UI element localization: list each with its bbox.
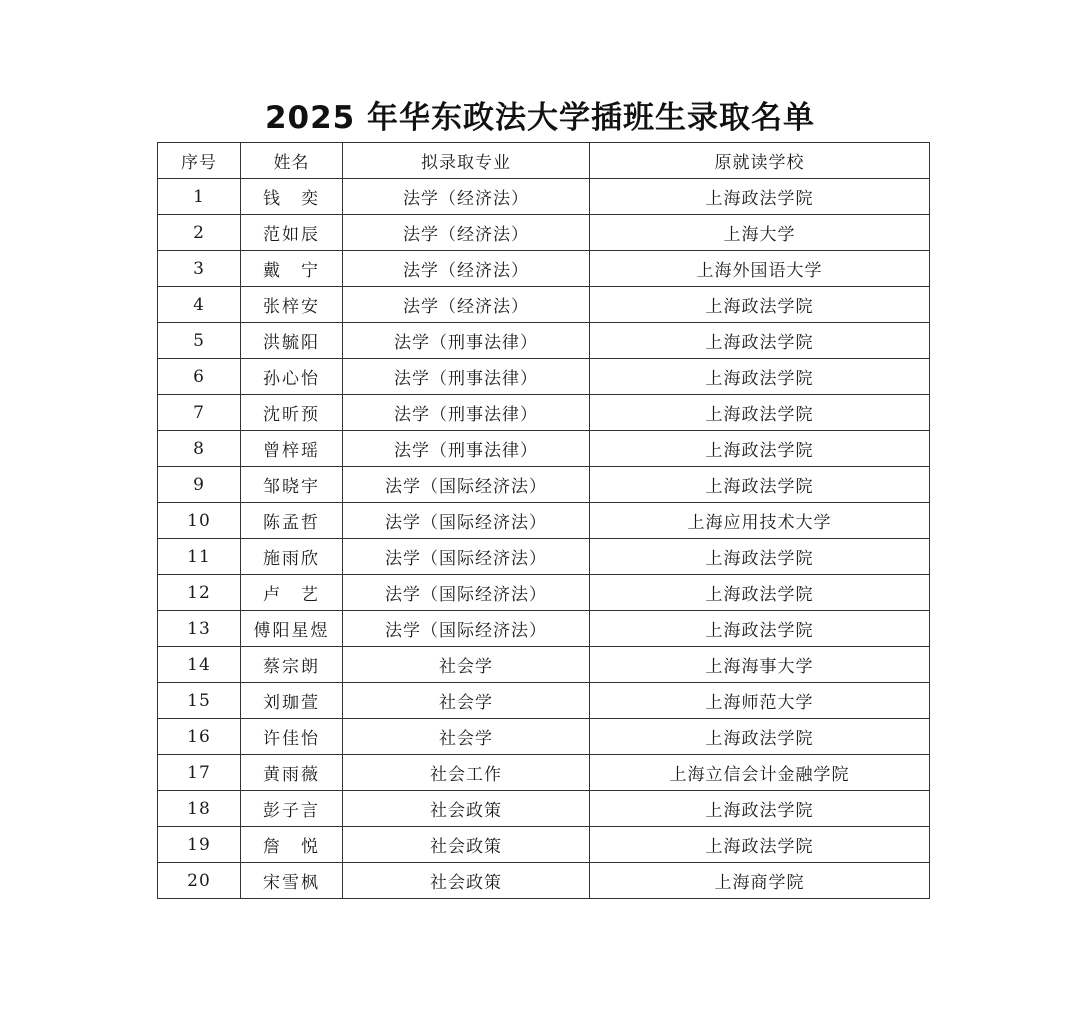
cell-major: 法学（刑事法律） — [343, 359, 590, 395]
cell-no: 7 — [158, 395, 241, 431]
cell-major: 法学（国际经济法） — [343, 575, 590, 611]
cell-name: 蔡宗朗 — [241, 647, 343, 683]
table-row — [158, 359, 930, 395]
table-row — [158, 755, 930, 791]
cell-major: 社会学 — [343, 683, 590, 719]
cell-school: 上海政法学院 — [590, 791, 930, 827]
cell-no: 3 — [158, 251, 241, 287]
cell-name: 宋雪枫 — [241, 863, 343, 899]
cell-school: 上海政法学院 — [590, 467, 930, 503]
cell-school: 上海师范大学 — [590, 683, 930, 719]
cell-school: 上海政法学院 — [590, 719, 930, 755]
cell-major: 社会政策 — [343, 827, 590, 863]
table-row — [158, 503, 930, 539]
table-row — [158, 539, 930, 575]
cell-no: 17 — [158, 755, 241, 791]
cell-no: 16 — [158, 719, 241, 755]
cell-no: 8 — [158, 431, 241, 467]
cell-no: 5 — [158, 323, 241, 359]
table-row — [158, 179, 930, 215]
table-row — [158, 575, 930, 611]
cell-name: 彭子言 — [241, 791, 343, 827]
cell-school: 上海政法学院 — [590, 287, 930, 323]
cell-major: 法学（国际经济法） — [343, 611, 590, 647]
cell-no: 13 — [158, 611, 241, 647]
cell-major: 法学（国际经济法） — [343, 539, 590, 575]
cell-school: 上海商学院 — [590, 863, 930, 899]
cell-name: 孙心怡 — [241, 359, 343, 395]
cell-name: 范如辰 — [241, 215, 343, 251]
cell-school: 上海立信会计金融学院 — [590, 755, 930, 791]
cell-name: 黄雨薇 — [241, 755, 343, 791]
cell-school: 上海外国语大学 — [590, 251, 930, 287]
table-row — [158, 395, 930, 431]
table-row — [158, 323, 930, 359]
cell-no: 9 — [158, 467, 241, 503]
table-row — [158, 863, 930, 899]
cell-major: 法学（刑事法律） — [343, 431, 590, 467]
table-row — [158, 791, 930, 827]
table-row — [158, 827, 930, 863]
cell-name: 施雨欣 — [241, 539, 343, 575]
cell-school: 上海政法学院 — [590, 179, 930, 215]
cell-no: 20 — [158, 863, 241, 899]
cell-school: 上海政法学院 — [590, 575, 930, 611]
header-no: 序号 — [158, 143, 241, 179]
table-row — [158, 431, 930, 467]
cell-major: 法学（国际经济法） — [343, 467, 590, 503]
table-row — [158, 647, 930, 683]
cell-name: 卢 艺 — [241, 575, 343, 611]
cell-school: 上海政法学院 — [590, 359, 930, 395]
header-major: 拟录取专业 — [343, 143, 590, 179]
cell-name: 詹 悦 — [241, 827, 343, 863]
cell-name: 戴 宁 — [241, 251, 343, 287]
cell-major: 社会政策 — [343, 863, 590, 899]
cell-name: 曾梓瑶 — [241, 431, 343, 467]
cell-major: 法学（刑事法律） — [343, 395, 590, 431]
cell-major: 法学（经济法） — [343, 179, 590, 215]
cell-major: 法学（经济法） — [343, 287, 590, 323]
admission-table — [157, 142, 930, 899]
cell-name: 洪毓阳 — [241, 323, 343, 359]
document-title: 2025 年华东政法大学插班生录取名单 — [264, 100, 816, 136]
cell-major: 法学（经济法） — [343, 215, 590, 251]
cell-major: 社会工作 — [343, 755, 590, 791]
cell-name: 刘珈萱 — [241, 683, 343, 719]
cell-no: 4 — [158, 287, 241, 323]
header-school: 原就读学校 — [590, 143, 930, 179]
cell-no: 6 — [158, 359, 241, 395]
cell-major: 社会政策 — [343, 791, 590, 827]
cell-major: 社会学 — [343, 647, 590, 683]
table-header-row — [158, 143, 930, 179]
table-row — [158, 611, 930, 647]
cell-name: 张梓安 — [241, 287, 343, 323]
table-row — [158, 215, 930, 251]
cell-school: 上海政法学院 — [590, 539, 930, 575]
cell-no: 11 — [158, 539, 241, 575]
table-row — [158, 287, 930, 323]
header-name: 姓名 — [241, 143, 343, 179]
cell-name: 钱 奕 — [241, 179, 343, 215]
cell-school: 上海大学 — [590, 215, 930, 251]
cell-school: 上海应用技术大学 — [590, 503, 930, 539]
table-row — [158, 467, 930, 503]
cell-no: 14 — [158, 647, 241, 683]
cell-school: 上海政法学院 — [590, 827, 930, 863]
cell-no: 12 — [158, 575, 241, 611]
cell-name: 陈孟哲 — [241, 503, 343, 539]
cell-school: 上海政法学院 — [590, 431, 930, 467]
cell-major: 法学（经济法） — [343, 251, 590, 287]
cell-major: 社会学 — [343, 719, 590, 755]
table-row — [158, 719, 930, 755]
table-body — [158, 179, 930, 899]
cell-school: 上海政法学院 — [590, 611, 930, 647]
cell-name: 傅阳星煜 — [241, 611, 343, 647]
cell-school: 上海海事大学 — [590, 647, 930, 683]
cell-name: 许佳怡 — [241, 719, 343, 755]
cell-no: 1 — [158, 179, 241, 215]
cell-name: 沈昕预 — [241, 395, 343, 431]
table-row — [158, 683, 930, 719]
cell-major: 法学（国际经济法） — [343, 503, 590, 539]
cell-no: 15 — [158, 683, 241, 719]
cell-school: 上海政法学院 — [590, 323, 930, 359]
cell-no: 10 — [158, 503, 241, 539]
cell-school: 上海政法学院 — [590, 395, 930, 431]
cell-no: 2 — [158, 215, 241, 251]
cell-no: 19 — [158, 827, 241, 863]
cell-major: 法学（刑事法律） — [343, 323, 590, 359]
cell-name: 邹晓宇 — [241, 467, 343, 503]
table-row — [158, 251, 930, 287]
cell-no: 18 — [158, 791, 241, 827]
